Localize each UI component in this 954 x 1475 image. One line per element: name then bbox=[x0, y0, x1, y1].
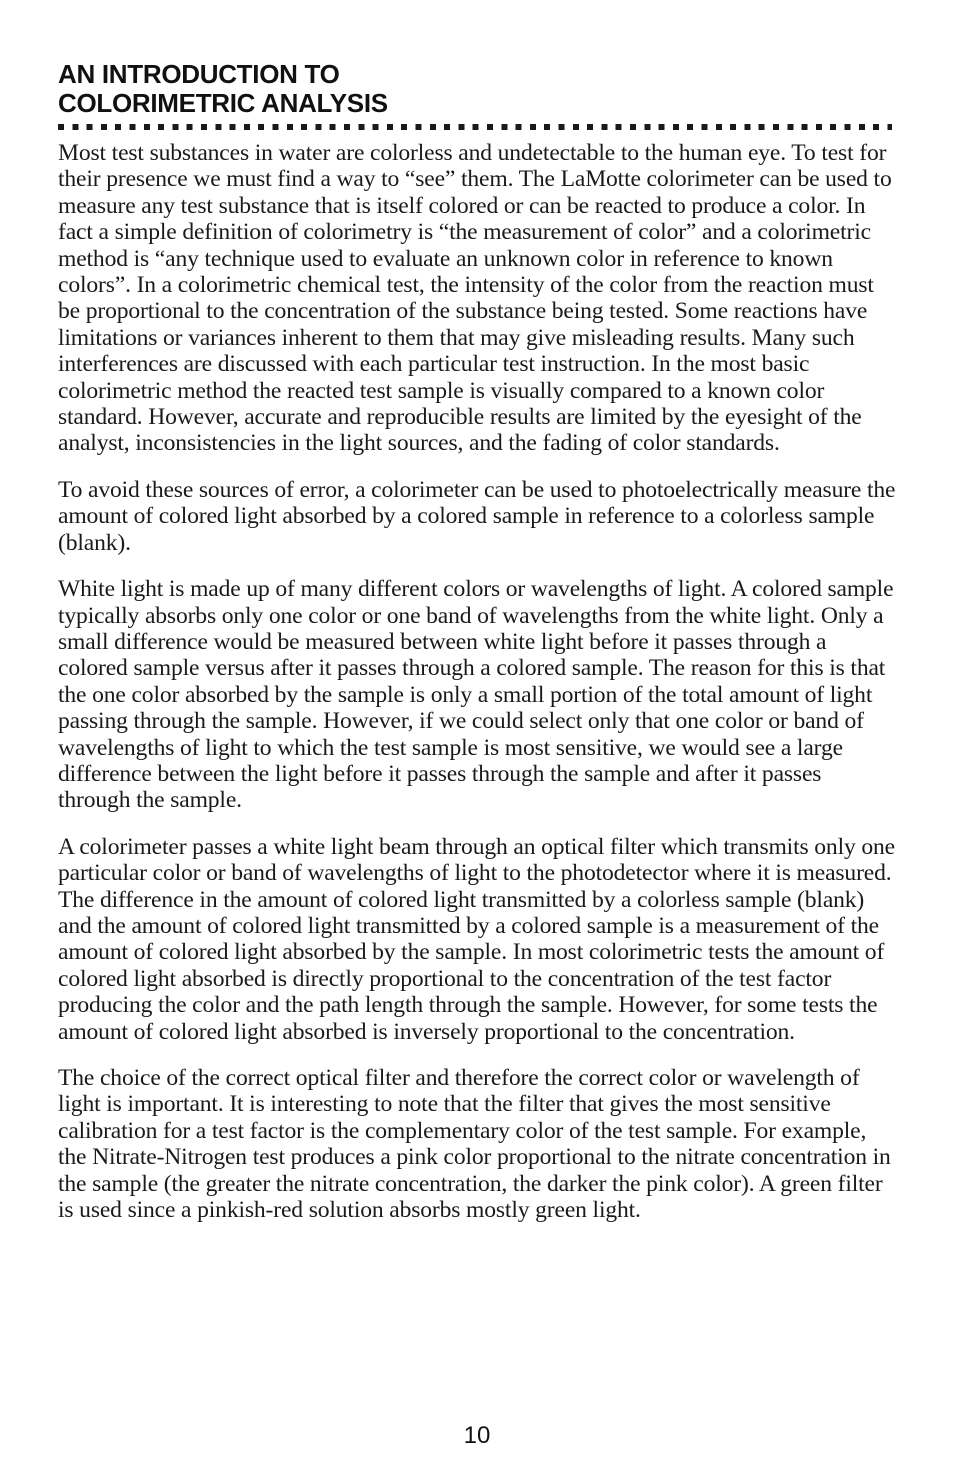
body-text bbox=[58, 140, 896, 1223]
paragraph-2: To avoid these sources of error, a colorimeter can be used to photoelectrically measure the amount of colored light absorbed by a colored sample in reference to a colorless sample (blank). bbox=[58, 476, 896, 556]
section-heading-line-1: AN INTRODUCTION TO bbox=[58, 59, 340, 89]
page-content bbox=[58, 60, 896, 1243]
paragraph-4: A colorimeter passes a white light beam through an optical filter which transmits only one particular color or band of wavelengths of light to the photodetector where it is measured. The difference in the amount of colored light transmitted by a colorless sample (blank) and the amount of colored light transmitted by a colored sample is a measurement of the amount of colored light absorbed by the sample. In most colorimetric tests the amount of colored light absorbed is directly proportional to the concentration of the test factor producing the color and the path length through the sample. However, for some tests the amount of colored light absorbed is inversely proportional to the concentration. bbox=[58, 833, 895, 1045]
paragraph-3: White light is made up of many different colors or wavelengths of light. A colored sample typically absorbs only one color or one band of wavelengths from the white light. Only a small difference would be measured between white light before it passes through a colored sample versus after it passes through a colored sample. The reason for this is that the one color absorbed by the sample is only a small portion of the total amount of light passing through the sample. However, if we could select only that one color or band of wavelengths of light to which the test sample is most sensitive, we would see a large difference between the light before it passes through the sample and after it passes through the sample. bbox=[58, 576, 894, 814]
paragraph-5: The choice of the correct optical filter and therefore the correct color or wavelength of light is important. It is interesting to note that the filter that gives the most sensitive calibration for a test factor is the complementary color of the test sample. For example, the Nitrate-Nitrogen test produces a pink color proportional to the nitrate concentration in the sample (the greater the nitrate concentration, the darker the pink color). A green filter is used since a pinkish-red solution absorbs mostly green light. bbox=[58, 1065, 891, 1224]
page-number: 10 bbox=[463, 1422, 491, 1449]
section-heading bbox=[58, 60, 896, 118]
dotted-divider bbox=[58, 124, 892, 130]
paragraph-1: Most test substances in water are colorless and undetectable to the human eye. To test for their presence we must find a way to “see” them. The LaMotte colorimeter can be used to measure any test substance that is itself colored or can be reacted to produce a color. In fact a simple definition of colorimetry is “the measurement of color” and a colorimetric method is “any technique used to evaluate an unknown color in reference to known colors”. In a colorimetric chemical test, the intensity of the color from the reaction must be proportional to the concentration of the substance being tested. Some reactions have limitations or variances inherent to them that may give misleading results. Many such interferences are discussed with each particular test instruction. In the most basic colorimetric method the reacted test sample is visually compared to a known color standard. However, accurate and reproducible results are limited by the eyesight of the analyst, inconsistencies in the light sources, and the fading of color standards. bbox=[58, 140, 892, 457]
section-heading-line-2: COLORIMETRIC ANALYSIS bbox=[58, 88, 388, 118]
